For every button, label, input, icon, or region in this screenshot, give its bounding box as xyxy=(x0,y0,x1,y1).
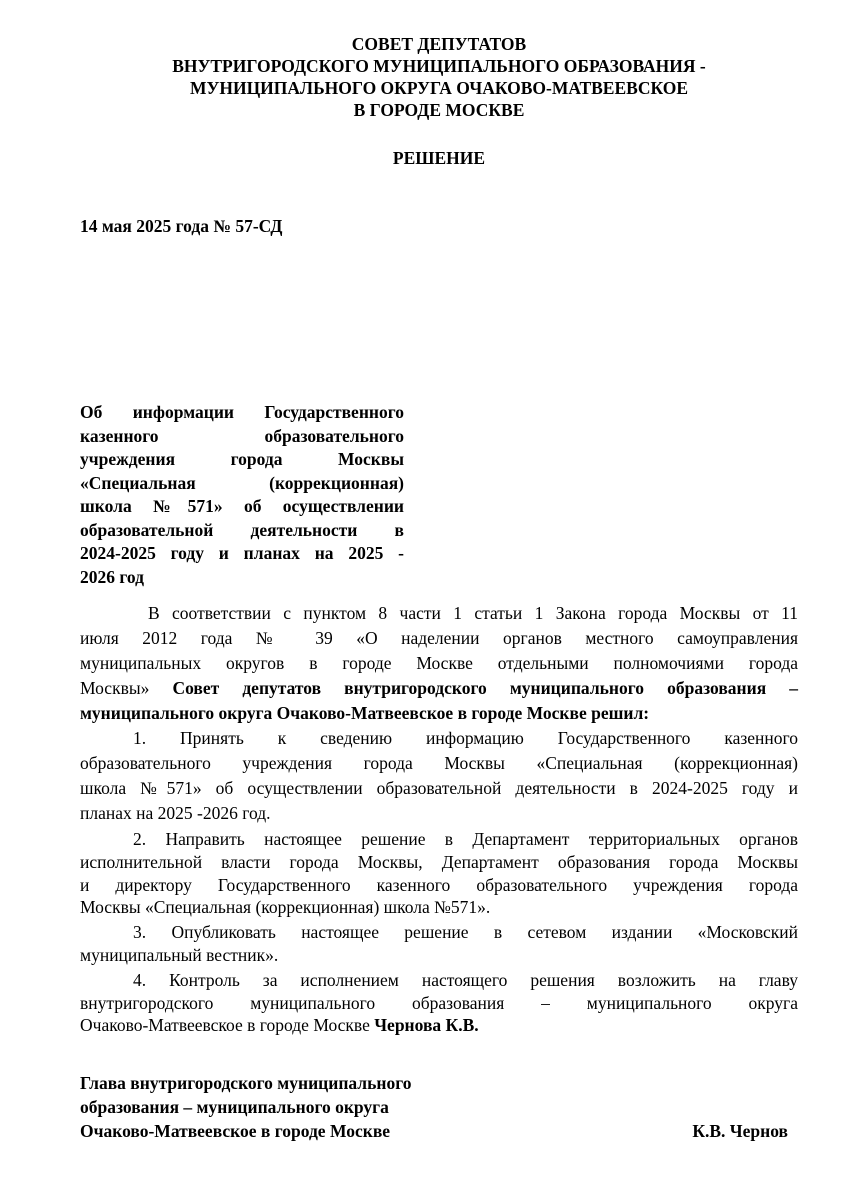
item-line: 2. Направить настоящее решение в Департамент территориальных органов xyxy=(133,829,798,849)
item-line: внутригородского муниципального образования – муниципального округа xyxy=(80,992,798,1013)
item-line: образовательного учреждения города Москвы «Специальная (коррекционная) xyxy=(80,753,798,773)
preamble-decided-line: муниципального округа Очаково-Матвеевское в городе Москве решил: xyxy=(80,703,650,723)
preamble-line xyxy=(80,676,798,701)
item-3 xyxy=(80,921,798,967)
item-line: 3. Опубликовать настоящее решение в сетевом издании «Московский xyxy=(133,922,798,943)
signatory-title-line: образования – муниципального округа xyxy=(80,1097,389,1117)
item-line: муниципальный вестник». xyxy=(80,944,279,965)
item-1 xyxy=(80,726,798,826)
item-4 xyxy=(80,969,798,1037)
preamble-line: В соответствии с пунктом 8 части 1 статьи 1 Закона города Москвы от 11 xyxy=(148,603,798,623)
decision-title: РЕШЕНИЕ xyxy=(392,148,486,168)
responsible-person: Чернова К.В. xyxy=(374,1015,479,1036)
date-number: 14 мая 2025 года № 57-СД xyxy=(80,216,283,236)
signatory-title-line: Очаково-Матвеевское в городе Москве xyxy=(80,1121,391,1141)
subject-line: 2026 год xyxy=(80,566,144,587)
signatory-title-line: Глава внутригородского муниципального xyxy=(80,1073,412,1093)
item-line xyxy=(80,1014,798,1037)
preamble-line: июля 2012 года № 39 «О наделении органов местного самоуправления xyxy=(80,628,798,648)
subject-line: образовательной деятельности в xyxy=(80,519,404,540)
item-text: Очаково-Матвеевское в городе Москве xyxy=(80,1015,370,1036)
document-header xyxy=(80,33,798,121)
subject-line: 2024-2025 году и планах на 2025 - xyxy=(80,543,404,563)
header-line-3: МУНИЦИПАЛЬНОГО ОКРУГА ОЧАКОВО-МАТВЕЕВСКОЕ xyxy=(189,78,688,98)
signatory-name: К.В. Чернов xyxy=(692,1121,788,1141)
header-line-2: ВНУТРИГОРОДСКОГО МУНИЦИПАЛЬНОГО ОБРАЗОВАНИЯ - xyxy=(172,56,706,76)
subject-line: «Специальная (коррекционная) xyxy=(80,472,404,493)
item-line: 1. Принять к сведению информацию Государственного казенного xyxy=(133,728,798,748)
item-line: 4. Контроль за исполнением настоящего решения возложить на главу xyxy=(133,969,798,990)
item-2 xyxy=(80,828,798,919)
item-line: школа №571» об осуществлении образовательной деятельности в 2024-2025 году и xyxy=(80,778,798,798)
preamble xyxy=(80,601,798,726)
signature-block xyxy=(80,1071,798,1143)
subject-line: учреждения города Москвы xyxy=(80,449,404,469)
item-line: и директору Государственного казенного образовательного учреждения города xyxy=(80,874,798,895)
item-line: Москвы «Специальная (коррекционная) школа №571». xyxy=(80,897,491,918)
header-line-4: В ГОРОДЕ МОСКВЕ xyxy=(353,100,525,120)
header-line-1: СОВЕТ ДЕПУТАТОВ xyxy=(351,34,527,54)
subject-block xyxy=(80,401,404,589)
subject-line: школа №571» об осуществлении xyxy=(80,496,404,516)
subject-line: Об информации Государственного xyxy=(80,402,404,422)
item-line: исполнительной власти города Москвы, Департамент образования города Москвы xyxy=(80,851,798,872)
subject-line: казенного образовательного xyxy=(80,425,404,446)
council-name: Совет депутатов внутригородского муниципального образования – xyxy=(172,678,799,698)
preamble-line: муниципальных округов в городе Москве отдельными полномочиями города xyxy=(80,653,798,673)
item-line: планах на 2025 -2026 год. xyxy=(80,803,271,823)
preamble-text: Москвы» xyxy=(80,678,150,698)
document-body xyxy=(80,601,798,1037)
